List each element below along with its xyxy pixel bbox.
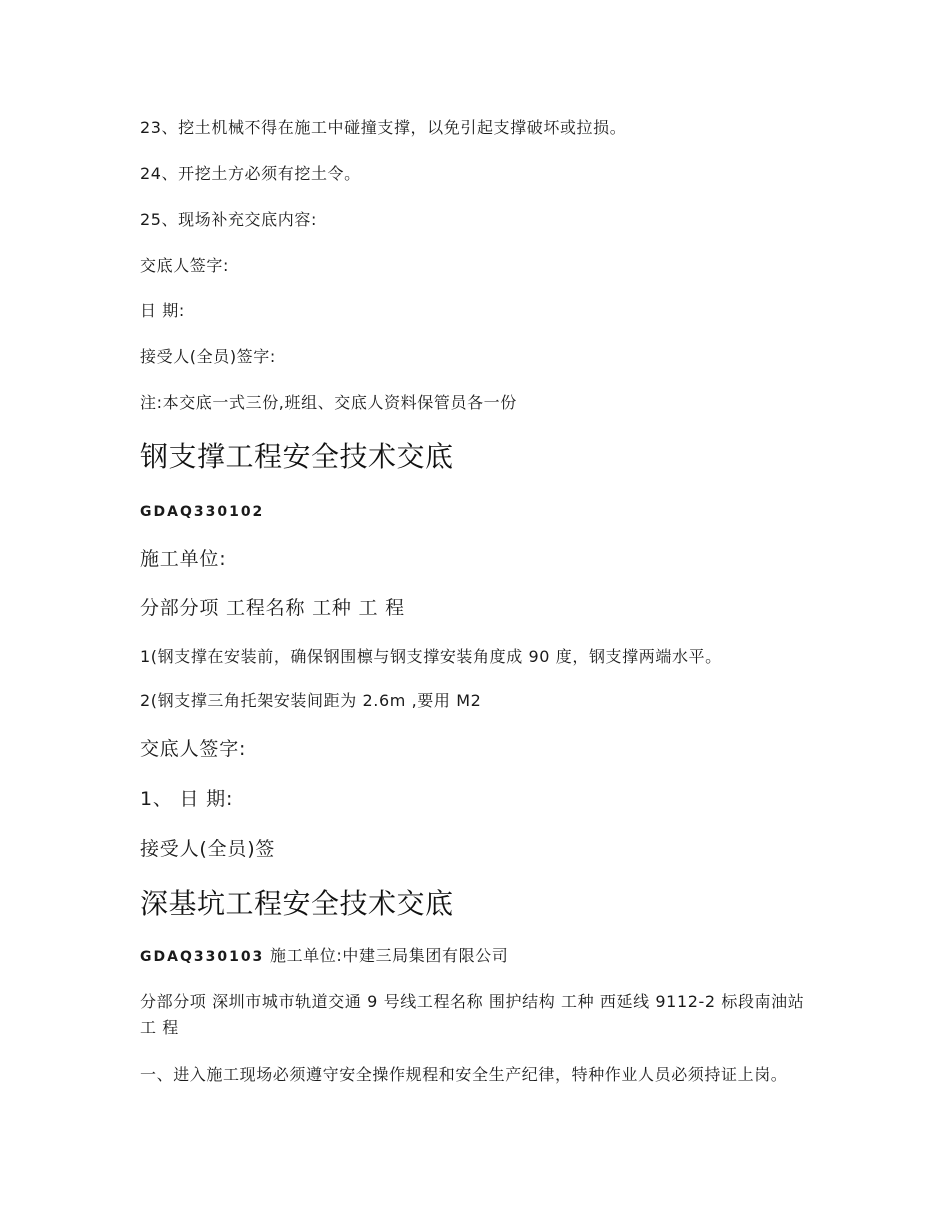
receiver-field: 接受人(全员)签字: — [140, 347, 276, 366]
deep-foundation-item-1: 一、进入施工现场必须遵守安全操作规程和安全生产纪律，特种作业人员必须持证上岗。 — [140, 1065, 788, 1084]
steel-support-item-1: 1(钢支撑在安装前，确保钢围檩与钢支撑安装角度成 90 度，钢支撑两端水平。 — [140, 647, 722, 666]
section-title-steel-support: 钢支撑工程安全技术交底 — [140, 440, 454, 473]
section-title-deep-foundation: 深基坑工程安全技术交底 — [140, 887, 454, 920]
section-code: GDAQ330103 — [140, 949, 265, 965]
date-field: 1、 日 期: — [140, 788, 234, 810]
clause-25: 25、现场补充交底内容: — [140, 210, 317, 229]
steel-support-item-2: 2(钢支撑三角托架安装间距为 2.6m ,要用 M2 — [140, 691, 482, 710]
copies-note: 注:本交底一式三份,班组、交底人资料保管员各一份 — [140, 393, 517, 412]
section-code: GDAQ330102 — [140, 504, 265, 520]
construction-unit-field: 施工单位: — [140, 548, 227, 570]
project-fields-row: 分部分项 深圳市城市轨道交通 9 号线工程名称 围护结构 工种 西延线 9112-2 标段南油站 工 程 — [140, 992, 805, 1037]
signer-field: 交底人签字: — [140, 738, 247, 760]
date-field: 日 期: — [140, 301, 185, 320]
clause-23: 23、挖土机械不得在施工中碰撞支撑，以免引起支撑破坏或拉损。 — [140, 118, 627, 137]
section-code-and-unit — [140, 945, 820, 967]
construction-unit-field: 施工单位:中建三局集团有限公司 — [264, 946, 509, 965]
receiver-field: 接受人(全员)签 — [140, 838, 276, 860]
clause-24: 24、开挖土方必须有挖土令。 — [140, 164, 361, 183]
project-fields-row: 分部分项 工程名称 工种 工 程 — [140, 597, 405, 619]
signer-field: 交底人签字: — [140, 256, 229, 275]
